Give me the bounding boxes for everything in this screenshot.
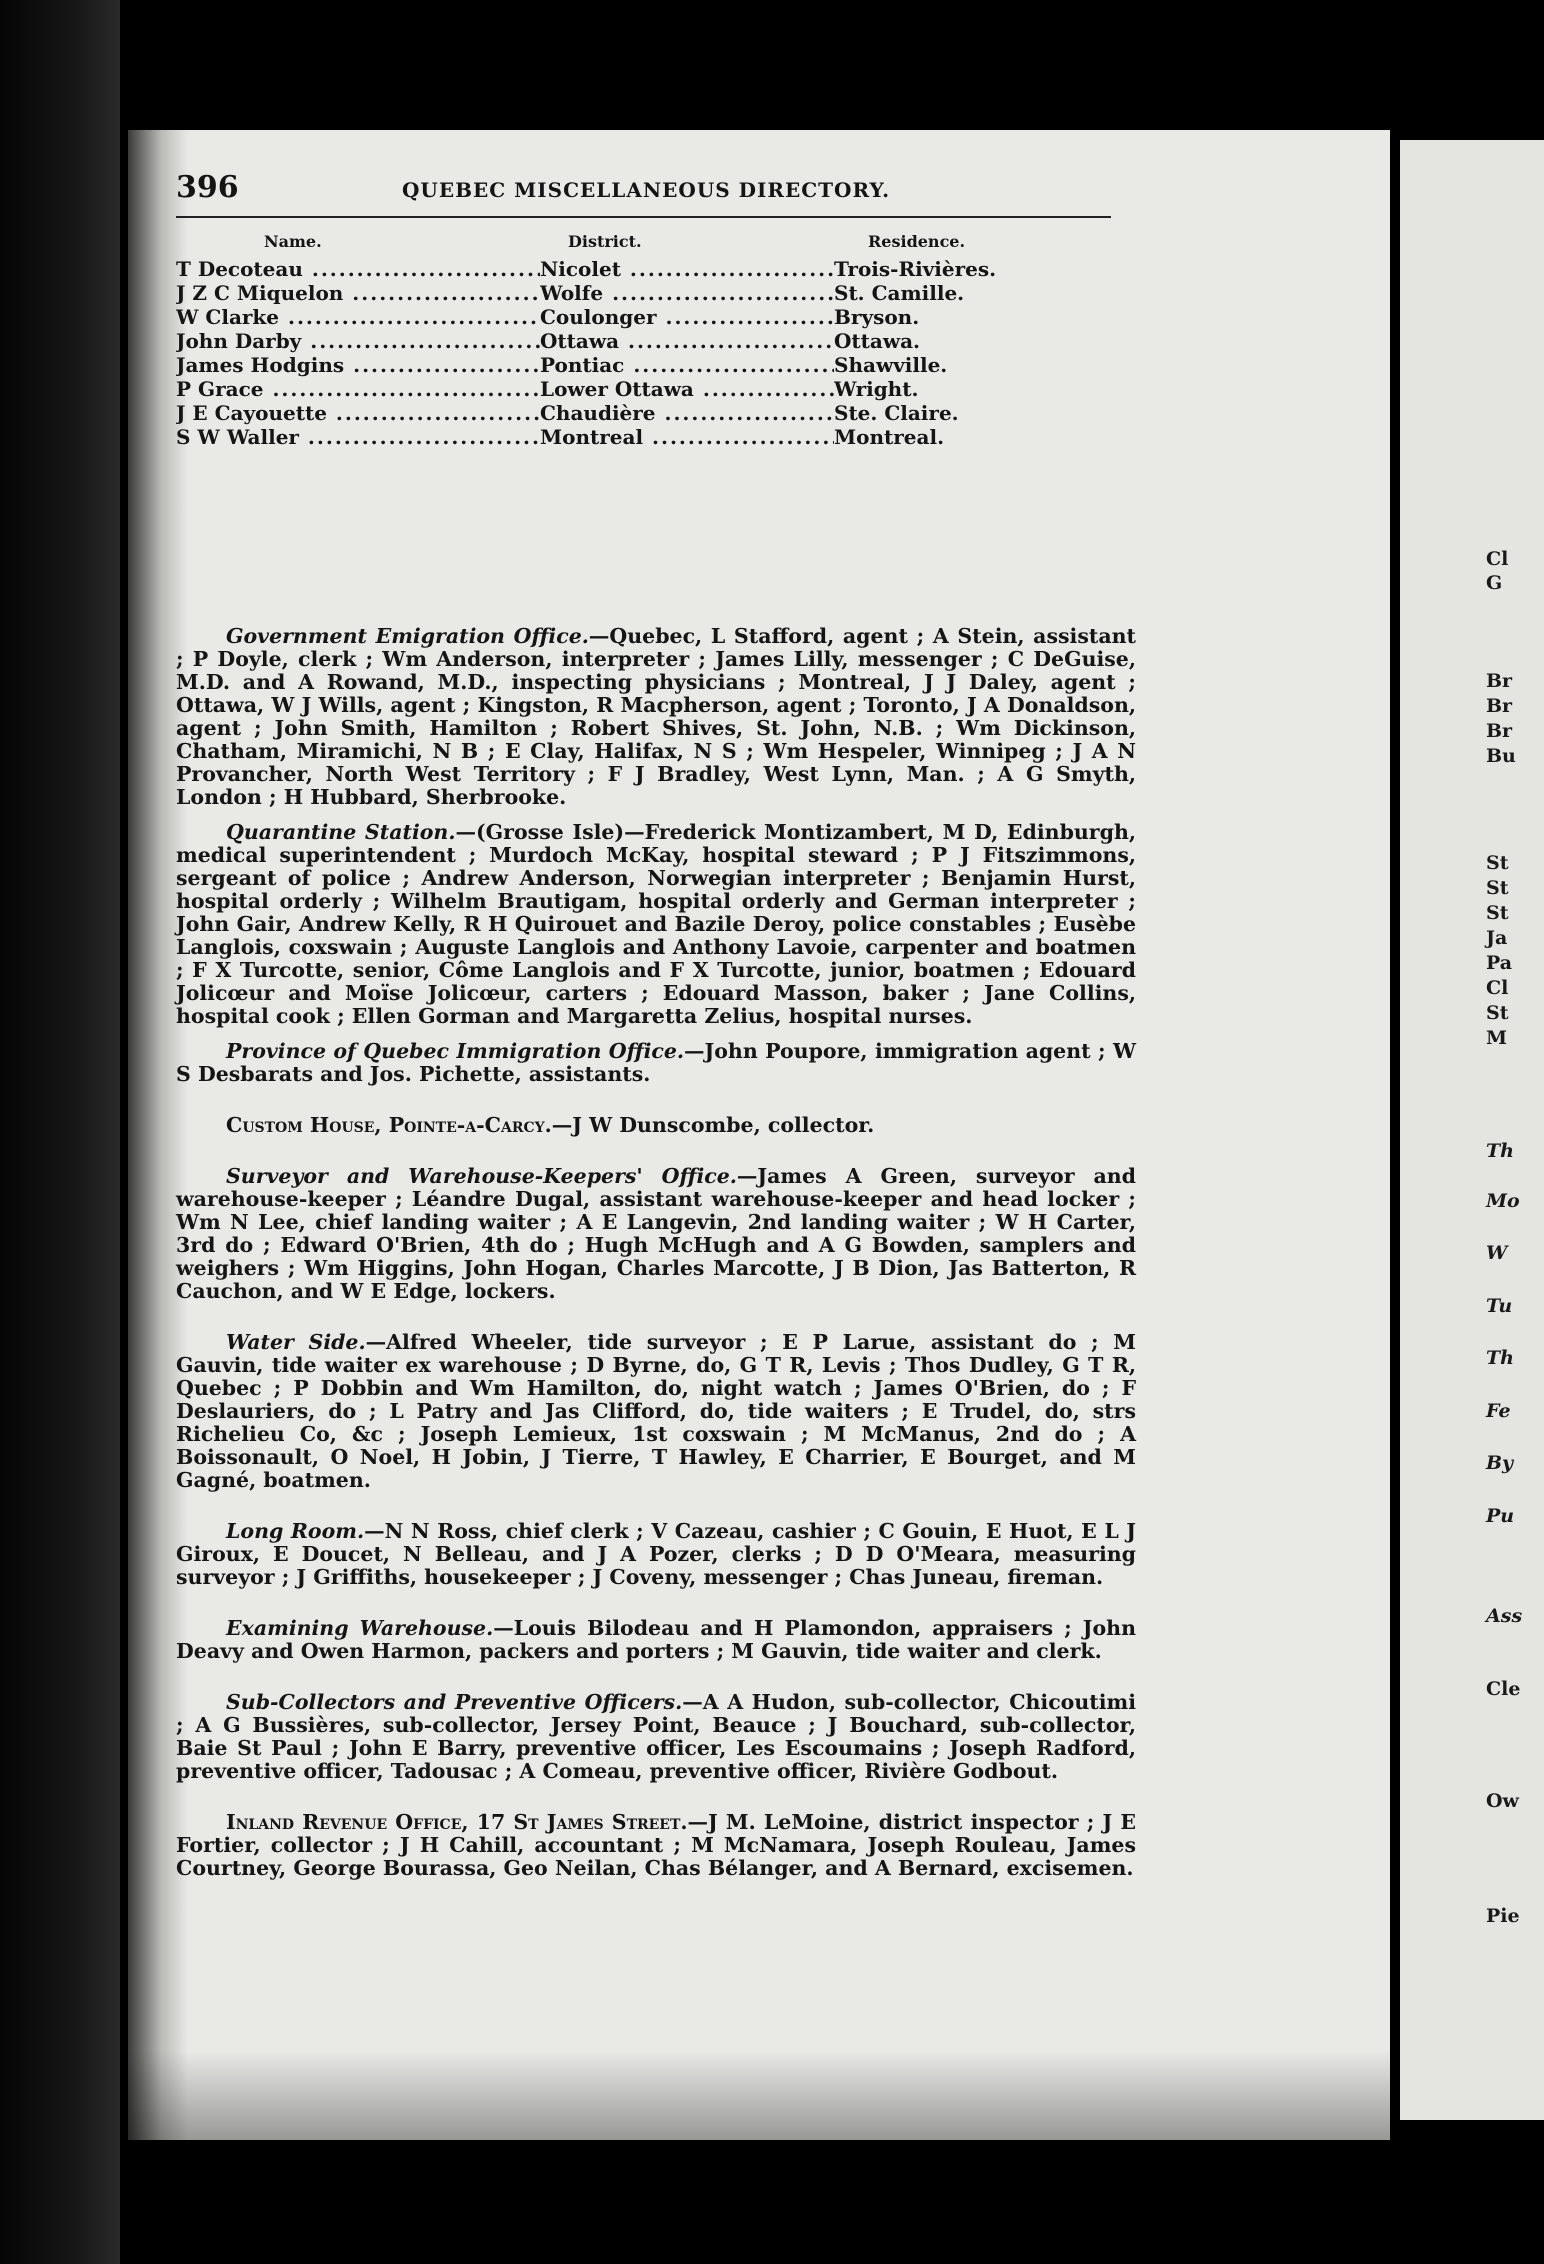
section-heading: Examining Warehouse. — [226, 1616, 494, 1640]
facing-page-fragment: Br — [1486, 670, 1513, 692]
facing-page-fragment: Ja — [1486, 927, 1508, 949]
section-sub-collectors — [176, 1691, 1136, 1783]
section-water-side — [176, 1331, 1136, 1492]
facing-page-fragment: Tu — [1486, 1295, 1513, 1317]
section-text: —N N Ross, chief clerk ; V Cazeau, cashier ; C Gouin, E Huot, E L J Giroux, E Doucet, N Belleau, and J A Pozer, clerks ; D D O'Meara, measuring surveyor ; J Griffiths, housekeeper ; J Coveny, messenger ; Chas Juneau, fireman. — [176, 1519, 1136, 1589]
book-binding-edge — [0, 0, 120, 2264]
facing-page-fragment: Bu — [1486, 745, 1516, 767]
facing-page-fragment: Th — [1486, 1347, 1514, 1369]
section-text: —Louis Bilodeau and H Plamondon, appraisers ; John Deavy and Owen Harmon, packers and porters ; M Gauvin, tide waiter and clerk. — [176, 1616, 1136, 1663]
header-rule — [176, 216, 1111, 218]
cell-district: Ottawa ..... — [540, 329, 834, 353]
page-number: 396 — [176, 170, 239, 205]
section-heading: Long Room. — [226, 1519, 365, 1543]
facing-page-fragment: M — [1486, 1027, 1508, 1049]
cell-residence: Ottawa. — [834, 329, 920, 353]
facing-page-fragment: Pa — [1486, 952, 1513, 974]
cell-name: James Hodgins ..... — [176, 353, 540, 377]
section-government-emigration — [176, 625, 1136, 809]
section-text: —Alfred Wheeler, tide surveyor ; E P Larue, assistant do ; M Gauvin, tide waiter ex warehouse ; D Byrne, do, G T R, Levis ; Thos Dudley, G T R, Quebec ; P Dobbin and Wm Hamilton, do, night watch ; James O'Brien, do ; F Deslauriers, do ; L Patry and Jas Clifford, do, tide waiters ; E Trudel, do, strs Richelieu Co, &c ; Joseph Lemieux, 1st coxswain ; M McManus, 2nd do ; A Boissonault, O Noel, H Jobin, J Tierre, T Hawley, E Charrier, E Bourget, and M Gagné, boatmen. — [176, 1330, 1136, 1492]
section-surveyor-office — [176, 1165, 1136, 1303]
running-title: QUEBEC MISCELLANEOUS DIRECTORY. — [402, 178, 891, 202]
cell-residence: St. Camille. — [834, 281, 965, 305]
table-row — [176, 281, 1111, 306]
cell-name: J Z C Miquelon ..... — [176, 281, 540, 305]
section-custom-house — [176, 1114, 1136, 1137]
page-bottom-shadow — [128, 2050, 1390, 2140]
section-inland-revenue — [176, 1811, 1136, 1880]
cell-district: Chaudière ..... — [540, 401, 834, 425]
cell-residence: Wright. — [834, 377, 919, 401]
column-header-residence: Residence. — [868, 232, 966, 251]
cell-name: T Decoteau ..... — [176, 257, 540, 281]
cell-name: P Grace ..... — [176, 377, 540, 401]
cell-district: Nicolet ..... — [540, 257, 834, 281]
table-row — [176, 401, 1111, 426]
page-header — [176, 170, 1286, 210]
section-heading: Surveyor and Warehouse-Keepers' Office. — [226, 1164, 737, 1188]
section-heading: Province of Quebec Immigration Office. — [226, 1039, 685, 1063]
facing-page-fragment: Fe — [1486, 1400, 1511, 1422]
section-text: —(Grosse Isle)—Frederick Montizambert, M D, Edinburgh, medical superintendent ; Murdoch McKay, hospital steward ; P J Fitszimmons, sergeant of police ; Andrew Anderson, Norwegian interpreter ; Benjamin Hurst, hospital orderly ; Wilhelm Brautigam, hospital orderly and German interpreter ; John Gair, Andrew Kelly, R H Quirouet and Bazile Deroy, police constables ; Eusèbe Langlois, coxswain ; Auguste Langlois and Anthony Lavoie, carpenter and boatmen ; F X Turcotte, senior, Côme Langlois and F X Turcotte, junior, boatmen ; Edouard Jolicœur and Moïse Jolicœur, carters ; Edouard Masson, baker ; Jane Collins, hospital cook ; Ellen Gorman and Margaretta Zelius, hospital nurses. — [176, 820, 1136, 1028]
cell-name: John Darby ..... — [176, 329, 540, 353]
section-heading: Quarantine Station. — [226, 820, 456, 844]
facing-page-fragment: By — [1486, 1452, 1514, 1474]
table-row — [176, 329, 1111, 354]
facing-page-fragment: Br — [1486, 720, 1513, 742]
cell-name: S W Waller ..... — [176, 425, 540, 449]
cell-district: Montreal ..... — [540, 425, 834, 449]
facing-page-fragment: G — [1486, 572, 1503, 594]
section-text: —A A Hudon, sub-collector, Chicoutimi ; A G Bussières, sub-collector, Jersey Point, Beauce ; J Bouchard, sub-collector, Baie St Paul ; John E Barry, preventive officer, Les Escoumains ; Joseph Radford, preventive officer, Tadousac ; A Comeau, preventive officer, Rivière Godbout. — [176, 1690, 1136, 1783]
facing-page-fragment: Pie — [1486, 1905, 1520, 1927]
column-header-district: District. — [568, 232, 642, 251]
section-heading: Custom House, Pointe-a-Carcy. — [226, 1113, 552, 1137]
cell-residence: Montreal. — [834, 425, 945, 449]
section-heading: Sub-Collectors and Preventive Officers. — [226, 1690, 683, 1714]
cell-name: J E Cayouette ..... — [176, 401, 540, 425]
cell-name: W Clarke ..... — [176, 305, 540, 329]
cell-residence: Trois-Rivières. — [834, 257, 997, 281]
section-text: —James A Green, surveyor and warehouse-keeper ; Léandre Dugal, assistant warehouse-keeper and head locker ; Wm N Lee, chief landing waiter ; A E Langevin, 2nd landing waiter ; W H Carter, 3rd do ; Edward O'Brien, 4th do ; Hugh McHugh and A G Bowden, samplers and weighers ; Wm Higgins, John Hogan, Charles Marcotte, J B Dion, Jas Batterton, R Cauchon, and W E Edge, lockers. — [176, 1164, 1136, 1303]
cell-district: Coulonger ..... — [540, 305, 834, 329]
facing-page-fragment: St — [1486, 1002, 1509, 1024]
facing-page-fragment: Br — [1486, 695, 1513, 717]
section-examining-warehouse — [176, 1617, 1136, 1663]
column-header-name: Name. — [264, 232, 322, 251]
section-heading: Government Emigration Office. — [226, 624, 589, 648]
table-row — [176, 425, 1111, 450]
facing-page-fragment: Cle — [1486, 1678, 1521, 1700]
cell-district: Wolfe ..... — [540, 281, 834, 305]
facing-page-fragment: Cl — [1486, 548, 1509, 570]
facing-page-fragment: Th — [1486, 1140, 1514, 1162]
section-text: —Quebec, L Stafford, agent ; A Stein, assistant ; P Doyle, clerk ; Wm Anderson, interpreter ; James Lilly, messenger ; C DeGuise, M.D. and A Rowand, M.D., inspecting physicians ; Montreal, J J Daley, agent ; Ottawa, W J Wills, agent ; Kingston, R Macpherson, agent ; Toronto, J A Donaldson, agent ; John Smith, Hamilton ; Robert Shives, St. John, N.B. ; Wm Dickinson, Chatham, Miramichi, N B ; E Clay, Halifax, N S ; Wm Hespeler, Winnipeg ; J A N Provancher, North West Territory ; F J Bradley, West Lynn, Man. ; A G Smyth, London ; H Hubbard, Sherbrooke. — [176, 624, 1136, 809]
section-long-room — [176, 1520, 1136, 1589]
section-text: —John Poupore, immigration agent ; W S Desbarats and Jos. Pichette, assistants. — [176, 1039, 1136, 1086]
facing-page-fragment: St — [1486, 902, 1509, 924]
facing-page-strip — [1400, 140, 1544, 2120]
table-row — [176, 353, 1111, 378]
table-row — [176, 257, 1111, 282]
section-province-immigration — [176, 1040, 1136, 1086]
facing-page-fragment: St — [1486, 852, 1509, 874]
cell-district: Pontiac ..... — [540, 353, 834, 377]
facing-page-fragment: W — [1486, 1242, 1508, 1264]
facing-page-fragment: Ow — [1486, 1790, 1519, 1812]
cell-residence: Ste. Claire. — [834, 401, 959, 425]
facing-page-fragment: Ass — [1486, 1605, 1523, 1627]
table-row — [176, 377, 1111, 402]
section-text: —J W Dunscombe, collector. — [551, 1113, 875, 1137]
facing-page-fragment: Mo — [1486, 1190, 1520, 1212]
section-quarantine-station — [176, 821, 1136, 1028]
facing-page-fragment: St — [1486, 877, 1509, 899]
cell-residence: Bryson. — [834, 305, 920, 329]
table-row — [176, 305, 1111, 330]
section-text: —J M. LeMoine, district inspector ; J E Fortier, collector ; J H Cahill, accountant ; M McNamara, Joseph Rouleau, James Courtney, George Bourassa, Geo Neilan, Chas Bélanger, and A Bernard, excisemen. — [176, 1810, 1136, 1880]
facing-page-fragment: Pu — [1486, 1505, 1515, 1527]
section-heading: Water Side. — [226, 1330, 366, 1354]
facing-page-fragment: Cl — [1486, 977, 1509, 999]
section-heading: Inland Revenue Office, 17 St James Street. — [226, 1810, 688, 1834]
cell-district: Lower Ottawa ..... — [540, 377, 834, 401]
cell-residence: Shawville. — [834, 353, 948, 377]
directory-body — [176, 625, 1136, 1892]
